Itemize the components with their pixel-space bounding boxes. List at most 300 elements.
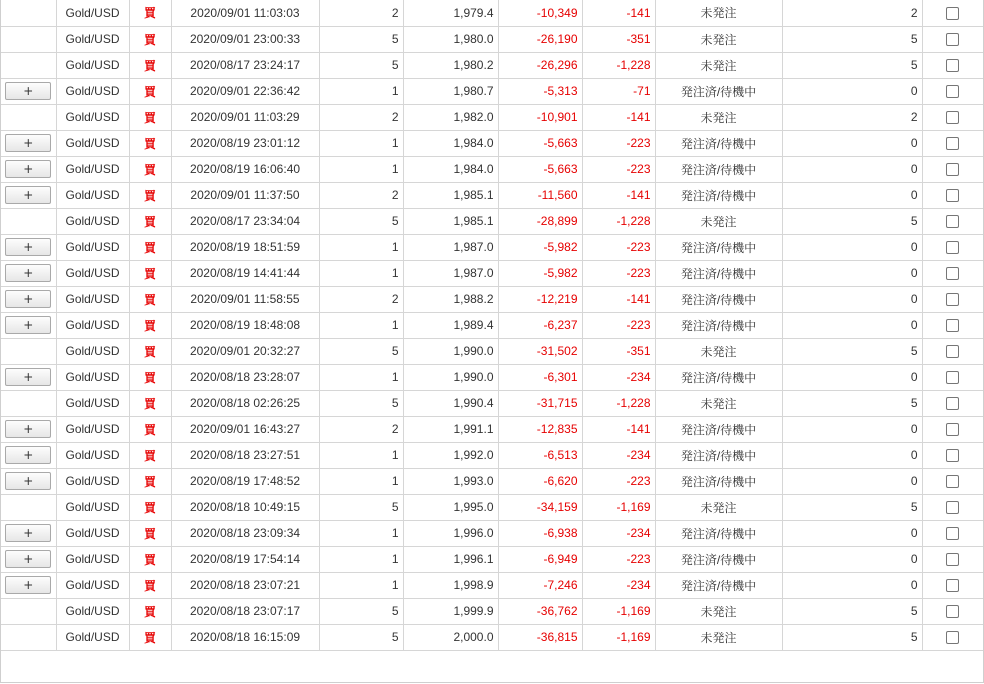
table-row (1, 338, 983, 364)
symbol-cell: Gold/USD (56, 416, 129, 442)
symbol-cell: Gold/USD (56, 0, 129, 26)
action-cell (1, 390, 56, 416)
quantity-cell: 2 (319, 0, 403, 26)
expand-button[interactable]: + (5, 160, 51, 178)
select-cell (922, 338, 983, 364)
price-cell: 1,990.4 (403, 390, 498, 416)
profit-loss-cell: -11,560 (498, 182, 582, 208)
side-cell: 買 (129, 312, 171, 338)
order-status-cell: 発注済/待機中 (655, 416, 782, 442)
action-cell (1, 442, 56, 468)
row-checkbox[interactable] (946, 33, 959, 46)
select-cell (922, 312, 983, 338)
row-checkbox[interactable] (946, 345, 959, 358)
table-row (1, 390, 983, 416)
action-cell (1, 26, 56, 52)
datetime-cell: 2020/08/18 23:09:34 (171, 520, 319, 546)
order-status-cell: 発注済/待機中 (655, 260, 782, 286)
swap-cell: -141 (582, 182, 655, 208)
row-checkbox[interactable] (946, 111, 959, 124)
order-status-cell: 未発注 (655, 0, 782, 26)
symbol-cell: Gold/USD (56, 130, 129, 156)
datetime-cell: 2020/08/17 23:34:04 (171, 208, 319, 234)
select-cell (922, 364, 983, 390)
swap-cell: -234 (582, 364, 655, 390)
count-cell: 0 (782, 546, 922, 572)
quantity-cell: 5 (319, 494, 403, 520)
datetime-cell: 2020/09/01 11:37:50 (171, 182, 319, 208)
profit-loss-cell: -36,815 (498, 624, 582, 650)
row-checkbox[interactable] (946, 397, 959, 410)
count-cell: 5 (782, 208, 922, 234)
swap-cell: -1,228 (582, 390, 655, 416)
row-checkbox[interactable] (946, 59, 959, 72)
row-checkbox[interactable] (946, 475, 959, 488)
side-cell: 買 (129, 182, 171, 208)
quantity-cell: 1 (319, 78, 403, 104)
price-cell: 1,991.1 (403, 416, 498, 442)
profit-loss-cell: -6,949 (498, 546, 582, 572)
action-cell (1, 520, 56, 546)
row-checkbox[interactable] (946, 267, 959, 280)
table-row (1, 208, 983, 234)
side-cell: 買 (129, 468, 171, 494)
table-row (1, 624, 983, 650)
table-row (1, 130, 983, 156)
swap-cell: -1,169 (582, 598, 655, 624)
expand-button[interactable]: + (5, 238, 51, 256)
quantity-cell: 1 (319, 364, 403, 390)
quantity-cell: 1 (319, 312, 403, 338)
side-cell: 買 (129, 416, 171, 442)
datetime-cell: 2020/08/18 10:49:15 (171, 494, 319, 520)
action-cell (1, 312, 56, 338)
datetime-cell: 2020/08/19 14:41:44 (171, 260, 319, 286)
count-cell: 5 (782, 390, 922, 416)
row-checkbox[interactable] (946, 163, 959, 176)
select-cell (922, 468, 983, 494)
symbol-cell: Gold/USD (56, 182, 129, 208)
swap-cell: -141 (582, 0, 655, 26)
quantity-cell: 2 (319, 182, 403, 208)
price-cell: 1,990.0 (403, 364, 498, 390)
price-cell: 2,000.0 (403, 624, 498, 650)
price-cell: 1,987.0 (403, 234, 498, 260)
price-cell: 1,984.0 (403, 156, 498, 182)
table-row (1, 520, 983, 546)
datetime-cell: 2020/08/18 02:26:25 (171, 390, 319, 416)
symbol-cell: Gold/USD (56, 390, 129, 416)
expand-button[interactable]: + (5, 134, 51, 152)
swap-cell: -351 (582, 26, 655, 52)
expand-button[interactable]: + (5, 82, 51, 100)
side-cell: 買 (129, 442, 171, 468)
profit-loss-cell: -6,938 (498, 520, 582, 546)
datetime-cell: 2020/09/01 11:03:29 (171, 104, 319, 130)
quantity-cell: 1 (319, 260, 403, 286)
swap-cell: -1,169 (582, 624, 655, 650)
select-cell (922, 78, 983, 104)
symbol-cell: Gold/USD (56, 598, 129, 624)
price-cell: 1,985.1 (403, 208, 498, 234)
datetime-cell: 2020/08/19 18:48:08 (171, 312, 319, 338)
swap-cell: -223 (582, 234, 655, 260)
swap-cell: -234 (582, 572, 655, 598)
profit-loss-cell: -10,349 (498, 0, 582, 26)
action-cell (1, 598, 56, 624)
expand-button[interactable]: + (5, 316, 51, 334)
count-cell: 0 (782, 312, 922, 338)
quantity-cell: 2 (319, 286, 403, 312)
side-cell: 買 (129, 286, 171, 312)
profit-loss-cell: -26,190 (498, 26, 582, 52)
price-cell: 1,995.0 (403, 494, 498, 520)
select-cell (922, 624, 983, 650)
action-cell (1, 182, 56, 208)
side-cell: 買 (129, 208, 171, 234)
action-cell (1, 364, 56, 390)
datetime-cell: 2020/08/19 23:01:12 (171, 130, 319, 156)
profit-loss-cell: -28,899 (498, 208, 582, 234)
swap-cell: -141 (582, 286, 655, 312)
quantity-cell: 5 (319, 338, 403, 364)
symbol-cell: Gold/USD (56, 26, 129, 52)
datetime-cell: 2020/08/18 23:07:17 (171, 598, 319, 624)
table-row (1, 364, 983, 390)
quantity-cell: 1 (319, 234, 403, 260)
symbol-cell: Gold/USD (56, 156, 129, 182)
table-row (1, 312, 983, 338)
row-checkbox[interactable] (946, 371, 959, 384)
price-cell: 1,984.0 (403, 130, 498, 156)
select-cell (922, 0, 983, 26)
quantity-cell: 5 (319, 598, 403, 624)
price-cell: 1,985.1 (403, 182, 498, 208)
datetime-cell: 2020/08/18 23:07:21 (171, 572, 319, 598)
side-cell: 買 (129, 234, 171, 260)
row-checkbox[interactable] (946, 527, 959, 540)
quantity-cell: 1 (319, 156, 403, 182)
count-cell: 0 (782, 468, 922, 494)
order-status-cell: 発注済/待機中 (655, 312, 782, 338)
order-status-cell: 未発注 (655, 390, 782, 416)
action-cell (1, 286, 56, 312)
symbol-cell: Gold/USD (56, 572, 129, 598)
order-status-cell: 発注済/待機中 (655, 468, 782, 494)
profit-loss-cell: -5,663 (498, 156, 582, 182)
row-checkbox[interactable] (946, 7, 959, 20)
table-row (1, 182, 983, 208)
expand-button[interactable]: + (5, 420, 51, 438)
quantity-cell: 1 (319, 442, 403, 468)
count-cell: 0 (782, 78, 922, 104)
profit-loss-cell: -34,159 (498, 494, 582, 520)
select-cell (922, 104, 983, 130)
select-cell (922, 208, 983, 234)
order-status-cell: 発注済/待機中 (655, 572, 782, 598)
select-cell (922, 572, 983, 598)
swap-cell: -223 (582, 312, 655, 338)
datetime-cell: 2020/08/18 16:15:09 (171, 624, 319, 650)
symbol-cell: Gold/USD (56, 546, 129, 572)
side-cell: 買 (129, 260, 171, 286)
quantity-cell: 5 (319, 26, 403, 52)
order-status-cell: 発注済/待機中 (655, 156, 782, 182)
quantity-cell: 1 (319, 572, 403, 598)
swap-cell: -223 (582, 468, 655, 494)
row-checkbox[interactable] (946, 605, 959, 618)
price-cell: 1,996.1 (403, 546, 498, 572)
select-cell (922, 156, 983, 182)
select-cell (922, 494, 983, 520)
select-cell (922, 26, 983, 52)
table-row (1, 494, 983, 520)
order-status-cell: 未発注 (655, 624, 782, 650)
count-cell: 5 (782, 598, 922, 624)
symbol-cell: Gold/USD (56, 442, 129, 468)
table-row (1, 78, 983, 104)
count-cell: 5 (782, 494, 922, 520)
symbol-cell: Gold/USD (56, 234, 129, 260)
table-row (1, 286, 983, 312)
side-cell: 買 (129, 338, 171, 364)
profit-loss-cell: -5,982 (498, 260, 582, 286)
count-cell: 0 (782, 182, 922, 208)
profit-loss-cell: -31,502 (498, 338, 582, 364)
count-cell: 0 (782, 416, 922, 442)
order-status-cell: 発注済/待機中 (655, 78, 782, 104)
swap-cell: -1,228 (582, 208, 655, 234)
table-row (1, 0, 983, 26)
side-cell: 買 (129, 520, 171, 546)
count-cell: 2 (782, 0, 922, 26)
action-cell (1, 468, 56, 494)
row-checkbox[interactable] (946, 189, 959, 202)
expand-button[interactable]: + (5, 550, 51, 568)
order-status-cell: 未発注 (655, 494, 782, 520)
profit-loss-cell: -5,663 (498, 130, 582, 156)
row-checkbox[interactable] (946, 449, 959, 462)
count-cell: 0 (782, 364, 922, 390)
profit-loss-cell: -31,715 (498, 390, 582, 416)
select-cell (922, 390, 983, 416)
count-cell: 0 (782, 234, 922, 260)
select-cell (922, 286, 983, 312)
row-checkbox[interactable] (946, 423, 959, 436)
count-cell: 5 (782, 26, 922, 52)
profit-loss-cell: -10,901 (498, 104, 582, 130)
action-cell (1, 494, 56, 520)
quantity-cell: 1 (319, 468, 403, 494)
swap-cell: -223 (582, 156, 655, 182)
swap-cell: -1,169 (582, 494, 655, 520)
swap-cell: -234 (582, 442, 655, 468)
price-cell: 1,996.0 (403, 520, 498, 546)
table-row (1, 416, 983, 442)
row-checkbox[interactable] (946, 137, 959, 150)
count-cell: 5 (782, 624, 922, 650)
side-cell: 買 (129, 624, 171, 650)
order-status-cell: 発注済/待機中 (655, 130, 782, 156)
symbol-cell: Gold/USD (56, 260, 129, 286)
profit-loss-cell: -12,219 (498, 286, 582, 312)
order-status-cell: 発注済/待機中 (655, 442, 782, 468)
select-cell (922, 546, 983, 572)
datetime-cell: 2020/09/01 20:32:27 (171, 338, 319, 364)
expand-button[interactable]: + (5, 290, 51, 308)
price-cell: 1,980.0 (403, 26, 498, 52)
expand-button[interactable]: + (5, 524, 51, 542)
order-status-cell: 発注済/待機中 (655, 520, 782, 546)
table-row (1, 52, 983, 78)
swap-cell: -71 (582, 78, 655, 104)
row-checkbox[interactable] (946, 241, 959, 254)
price-cell: 1,988.2 (403, 286, 498, 312)
action-cell (1, 156, 56, 182)
profit-loss-cell: -5,313 (498, 78, 582, 104)
count-cell: 0 (782, 572, 922, 598)
side-cell: 買 (129, 78, 171, 104)
order-status-cell: 発注済/待機中 (655, 234, 782, 260)
select-cell (922, 182, 983, 208)
action-cell (1, 338, 56, 364)
symbol-cell: Gold/USD (56, 468, 129, 494)
symbol-cell: Gold/USD (56, 520, 129, 546)
price-cell: 1,980.2 (403, 52, 498, 78)
action-cell (1, 130, 56, 156)
datetime-cell: 2020/09/01 11:58:55 (171, 286, 319, 312)
symbol-cell: Gold/USD (56, 312, 129, 338)
swap-cell: -223 (582, 546, 655, 572)
symbol-cell: Gold/USD (56, 338, 129, 364)
count-cell: 0 (782, 442, 922, 468)
price-cell: 1,982.0 (403, 104, 498, 130)
count-cell: 5 (782, 338, 922, 364)
price-cell: 1,987.0 (403, 260, 498, 286)
order-status-cell: 未発注 (655, 598, 782, 624)
select-cell (922, 598, 983, 624)
quantity-cell: 5 (319, 624, 403, 650)
quantity-cell: 5 (319, 208, 403, 234)
count-cell: 0 (782, 286, 922, 312)
quantity-cell: 1 (319, 546, 403, 572)
symbol-cell: Gold/USD (56, 286, 129, 312)
quantity-cell: 1 (319, 520, 403, 546)
positions-table (1, 0, 983, 651)
row-checkbox[interactable] (946, 85, 959, 98)
table-row (1, 260, 983, 286)
order-status-cell: 未発注 (655, 104, 782, 130)
action-cell (1, 52, 56, 78)
price-cell: 1,999.9 (403, 598, 498, 624)
profit-loss-cell: -6,620 (498, 468, 582, 494)
swap-cell: -141 (582, 416, 655, 442)
expand-button[interactable]: + (5, 576, 51, 594)
side-cell: 買 (129, 572, 171, 598)
datetime-cell: 2020/08/19 17:54:14 (171, 546, 319, 572)
table-row (1, 572, 983, 598)
order-status-cell: 発注済/待機中 (655, 286, 782, 312)
datetime-cell: 2020/08/18 23:27:51 (171, 442, 319, 468)
datetime-cell: 2020/08/19 17:48:52 (171, 468, 319, 494)
side-cell: 買 (129, 390, 171, 416)
table-row (1, 156, 983, 182)
action-cell (1, 572, 56, 598)
row-checkbox[interactable] (946, 319, 959, 332)
symbol-cell: Gold/USD (56, 494, 129, 520)
datetime-cell: 2020/09/01 11:03:03 (171, 0, 319, 26)
table-row (1, 104, 983, 130)
datetime-cell: 2020/08/17 23:24:17 (171, 52, 319, 78)
symbol-cell: Gold/USD (56, 52, 129, 78)
expand-button[interactable]: + (5, 446, 51, 464)
profit-loss-cell: -12,835 (498, 416, 582, 442)
table-row (1, 546, 983, 572)
side-cell: 買 (129, 494, 171, 520)
action-cell (1, 234, 56, 260)
profit-loss-cell: -6,237 (498, 312, 582, 338)
side-cell: 買 (129, 130, 171, 156)
count-cell: 2 (782, 104, 922, 130)
order-status-cell: 未発注 (655, 338, 782, 364)
row-checkbox[interactable] (946, 293, 959, 306)
row-checkbox[interactable] (946, 501, 959, 514)
quantity-cell: 2 (319, 416, 403, 442)
symbol-cell: Gold/USD (56, 624, 129, 650)
select-cell (922, 416, 983, 442)
select-cell (922, 260, 983, 286)
table-row (1, 234, 983, 260)
row-checkbox[interactable] (946, 553, 959, 566)
profit-loss-cell: -26,296 (498, 52, 582, 78)
row-checkbox[interactable] (946, 215, 959, 228)
side-cell: 買 (129, 546, 171, 572)
side-cell: 買 (129, 104, 171, 130)
select-cell (922, 234, 983, 260)
side-cell: 買 (129, 156, 171, 182)
quantity-cell: 2 (319, 104, 403, 130)
order-status-cell: 未発注 (655, 52, 782, 78)
price-cell: 1,989.4 (403, 312, 498, 338)
select-cell (922, 520, 983, 546)
datetime-cell: 2020/09/01 22:36:42 (171, 78, 319, 104)
expand-button[interactable]: + (5, 186, 51, 204)
table-row (1, 442, 983, 468)
datetime-cell: 2020/08/18 23:28:07 (171, 364, 319, 390)
quantity-cell: 5 (319, 390, 403, 416)
order-status-cell: 未発注 (655, 208, 782, 234)
side-cell: 買 (129, 0, 171, 26)
quantity-cell: 5 (319, 52, 403, 78)
profit-loss-cell: -5,982 (498, 234, 582, 260)
row-checkbox[interactable] (946, 631, 959, 644)
side-cell: 買 (129, 26, 171, 52)
expand-button[interactable]: + (5, 472, 51, 490)
swap-cell: -1,228 (582, 52, 655, 78)
expand-button[interactable]: + (5, 368, 51, 386)
datetime-cell: 2020/09/01 23:00:33 (171, 26, 319, 52)
profit-loss-cell: -6,513 (498, 442, 582, 468)
action-cell (1, 208, 56, 234)
expand-button[interactable]: + (5, 264, 51, 282)
symbol-cell: Gold/USD (56, 364, 129, 390)
datetime-cell: 2020/08/19 18:51:59 (171, 234, 319, 260)
datetime-cell: 2020/09/01 16:43:27 (171, 416, 319, 442)
price-cell: 1,998.9 (403, 572, 498, 598)
order-status-cell: 発注済/待機中 (655, 546, 782, 572)
row-checkbox[interactable] (946, 579, 959, 592)
action-cell (1, 546, 56, 572)
